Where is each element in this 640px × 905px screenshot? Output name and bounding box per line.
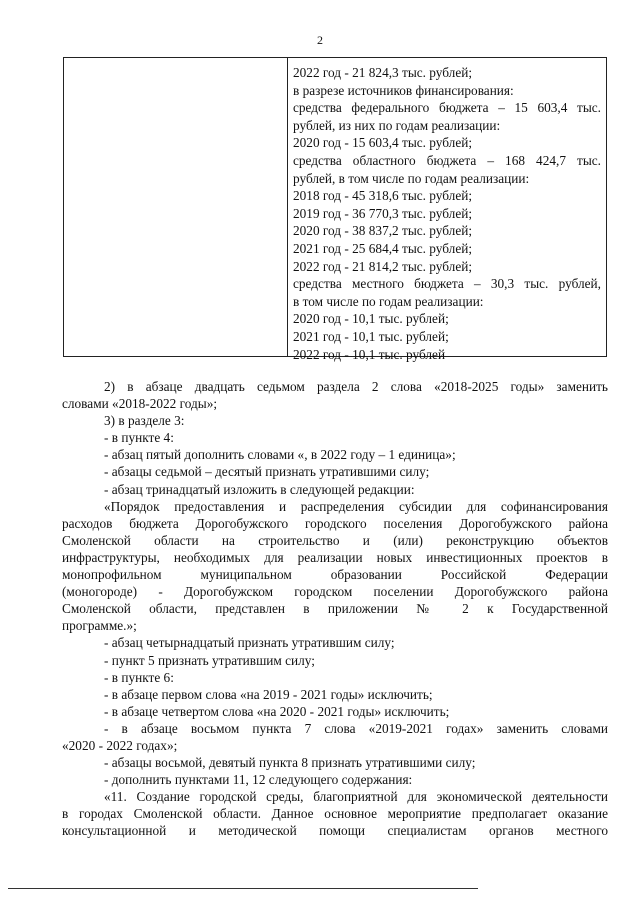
table-line: 2022 год - 10,1 тыс. рублей	[293, 346, 446, 362]
table-line: 2021 год - 25 684,4 тыс. рублей;	[293, 240, 473, 256]
table-line: 2020 год - 10,1 тыс. рублей;	[293, 311, 449, 327]
paragraph-line: - пункт 5 признать утратившим силу;	[104, 652, 315, 668]
paragraph-line: инфраструктуры, необходимых для реализации новых инвестиционных проектов в	[62, 549, 608, 565]
table-line: средства областного бюджета – 168 424,7 тыс.	[293, 152, 601, 168]
paragraph-line: Смоленской области на строительство и (или) реконструкцию объектов	[62, 532, 608, 548]
paragraph-line: - дополнить пунктами 11, 12 следующего содержания:	[104, 772, 413, 788]
table-line: 2020 год - 15 603,4 тыс. рублей;	[293, 135, 473, 151]
paragraph-line: расходов бюджета Дорогобужского городского поселения Дорогобужского района	[62, 515, 608, 531]
paragraph-line: Смоленской области, представлен в приложении № 2 к Государственной	[62, 601, 608, 617]
paragraph-line: словами «2018-2022 годы»;	[62, 396, 218, 412]
footer-rule	[8, 888, 478, 889]
paragraph-line: - в абзаце восьмом пункта 7 слова «2019-2021 годах» заменить словами	[104, 720, 608, 736]
paragraph-line: - абзацы седьмой – десятый признать утратившими силу;	[104, 464, 430, 480]
paragraph-line: «2020 - 2022 годах»;	[62, 737, 178, 753]
table-line: средства местного бюджета – 30,3 тыс. рублей,	[293, 276, 601, 292]
table-line: 2021 год - 10,1 тыс. рублей;	[293, 328, 449, 344]
paragraph-line: в городах Смоленской области. Данное основное мероприятие предполагает оказание	[62, 806, 608, 822]
paragraph-line: - абзац четырнадцатый признать утратившим силу;	[104, 635, 395, 651]
table-line: 2018 год - 45 318,6 тыс. рублей;	[293, 188, 473, 204]
paragraph-line: - в абзаце первом слова «на 2019 - 2021 годы» исключить;	[104, 686, 433, 702]
paragraph-line: «Порядок предоставления и распределения субсидии для софинансирования	[104, 498, 608, 514]
paragraph-line: монопрофильном муниципальном образовании Российской Федерации	[62, 567, 608, 583]
table-line: 2020 год - 38 837,2 тыс. рублей;	[293, 223, 473, 239]
paragraph-line: программе.»;	[62, 618, 137, 634]
table-right-cell	[293, 64, 601, 363]
paragraph-line: - абзацы восьмой, девятый пункта 8 признать утратившими силу;	[104, 755, 476, 771]
table-line: рублей, в том числе по годам реализации:	[293, 170, 530, 186]
table-left-cell	[64, 58, 288, 356]
paragraph-line: - в абзаце четвертом слова «на 2020 - 2021 годы» исключить;	[104, 703, 450, 719]
table-line: средства федерального бюджета – 15 603,4 тыс.	[293, 100, 601, 116]
table-line: 2022 год - 21 814,2 тыс. рублей;	[293, 258, 473, 274]
paragraph-line: 3) в разделе 3:	[104, 413, 185, 429]
paragraph-line: (моногороде) - Дорогобужском городском поселении Дорогобужского района	[62, 584, 608, 600]
table-line: 2022 год - 21 824,3 тыс. рублей;	[293, 65, 473, 80]
paragraph-line: - абзац тринадцатый изложить в следующей редакции:	[104, 481, 415, 497]
paragraph-line: «11. Создание городской среды, благоприятной для экономической деятельности	[104, 789, 608, 805]
page-number: 2	[317, 33, 323, 47]
table-line: 2019 год - 36 770,3 тыс. рублей;	[293, 205, 473, 221]
document-body	[62, 378, 608, 840]
financing-table	[63, 57, 607, 362]
paragraph-line: - в пункте 6:	[104, 669, 174, 685]
paragraph-line: 2) в абзаце двадцать седьмом раздела 2 слова «2018-2025 годы» заменить	[104, 379, 608, 394]
paragraph-line: консультационной и методической помощи специалистам органов местного	[62, 823, 608, 839]
table-line: в разрезе источников финансирования:	[293, 82, 514, 98]
paragraph-line: - в пункте 4:	[104, 430, 174, 446]
paragraph-line: - абзац пятый дополнить словами «, в 2022 году – 1 единица»;	[104, 447, 456, 463]
table-line: в том числе по годам реализации:	[293, 293, 484, 309]
table-line: рублей, из них по годам реализации:	[293, 117, 501, 133]
